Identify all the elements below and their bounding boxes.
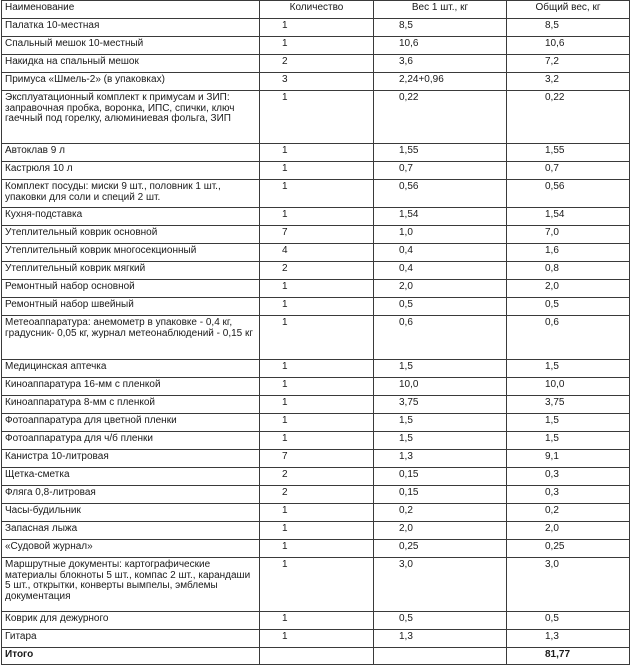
header-name: Наименование	[2, 1, 260, 19]
table-row	[2, 244, 630, 262]
quantity-cell: 7	[260, 226, 374, 244]
item-name-cell: Спальный мешок 10-местный	[2, 37, 260, 55]
total-weight-cell: 0,2	[507, 504, 630, 522]
quantity-cell: 1	[260, 612, 374, 630]
item-name-cell: Киноаппаратура 16-мм с пленкой	[2, 378, 260, 396]
quantity-cell: 2	[260, 468, 374, 486]
quantity-cell: 1	[260, 37, 374, 55]
unit-weight-cell: 1,55	[374, 144, 507, 162]
item-name-cell: Маршрутные документы: картографические материалы блокноты 5 шт., компас 2 шт., карандаши 5 шт., открытки, конверты вымпелы, эмблемы документация	[2, 558, 260, 612]
total-weight-cell: 0,22	[507, 91, 630, 144]
item-name-cell: Кастрюля 10 л	[2, 162, 260, 180]
item-name-cell: Часы-будильник	[2, 504, 260, 522]
item-name-cell: Ремонтный набор швейный	[2, 298, 260, 316]
quantity-cell: 1	[260, 180, 374, 208]
quantity-cell: 1	[260, 162, 374, 180]
item-name-cell: Щетка-сметка	[2, 468, 260, 486]
total-weight-cell: 8,5	[507, 19, 630, 37]
table-row	[2, 73, 630, 91]
table-row	[2, 208, 630, 226]
total-weight-cell: 1,54	[507, 208, 630, 226]
total-weight-cell: 0,5	[507, 612, 630, 630]
quantity-cell: 2	[260, 55, 374, 73]
total-weight-cell: 1,5	[507, 414, 630, 432]
unit-weight-cell: 0,7	[374, 162, 507, 180]
table-row	[2, 262, 630, 280]
item-name-cell: Канистра 10-литровая	[2, 450, 260, 468]
item-name-cell: Киноаппаратура 8-мм с пленкой	[2, 396, 260, 414]
unit-weight-cell: 0,5	[374, 298, 507, 316]
item-name-cell: Эксплуатационный комплект к примусам и ЗИП: заправочная пробка, воронка, ИПС, спички, ключ гаечный под горелку, алюминиевая фольга, ЗИП	[2, 91, 260, 144]
quantity-cell: 1	[260, 414, 374, 432]
quantity-cell: 4	[260, 244, 374, 262]
item-name-cell: Медицинская аптечка	[2, 360, 260, 378]
total-weight-cell: 7,0	[507, 226, 630, 244]
item-name-cell: Утеплительный коврик мягкий	[2, 262, 260, 280]
quantity-cell: 1	[260, 144, 374, 162]
total-weight-cell: 7,2	[507, 55, 630, 73]
total-weight-cell: 0,25	[507, 540, 630, 558]
table-row	[2, 558, 630, 612]
table-row	[2, 396, 630, 414]
total-row	[2, 648, 630, 665]
unit-weight-cell: 8,5	[374, 19, 507, 37]
total-weight-cell: 0,8	[507, 262, 630, 280]
total-weight-cell: 2,0	[507, 280, 630, 298]
unit-weight-cell: 1,3	[374, 630, 507, 648]
table-row	[2, 55, 630, 73]
unit-weight-cell: 2,24+0,96	[374, 73, 507, 91]
item-name-cell: Кухня-подставка	[2, 208, 260, 226]
item-name-cell: Автоклав 9 л	[2, 144, 260, 162]
table-row	[2, 360, 630, 378]
quantity-cell: 2	[260, 486, 374, 504]
table-row	[2, 522, 630, 540]
empty-cell	[374, 648, 507, 665]
table-row	[2, 450, 630, 468]
total-weight-cell: 1,5	[507, 360, 630, 378]
total-weight-cell: 1,5	[507, 432, 630, 450]
quantity-cell: 1	[260, 280, 374, 298]
unit-weight-cell: 0,5	[374, 612, 507, 630]
unit-weight-cell: 3,75	[374, 396, 507, 414]
quantity-cell: 1	[260, 298, 374, 316]
unit-weight-cell: 2,0	[374, 522, 507, 540]
item-name-cell: «Судовой журнал»	[2, 540, 260, 558]
unit-weight-cell: 2,0	[374, 280, 507, 298]
item-name-cell: Фотоаппаратура для ч/б пленки	[2, 432, 260, 450]
quantity-cell: 1	[260, 504, 374, 522]
total-weight-cell: 1,6	[507, 244, 630, 262]
unit-weight-cell: 0,4	[374, 244, 507, 262]
table-row	[2, 468, 630, 486]
table-row	[2, 91, 630, 144]
table-row	[2, 414, 630, 432]
total-weight-cell: 0,6	[507, 316, 630, 360]
quantity-cell: 1	[260, 360, 374, 378]
item-name-cell: Ремонтный набор основной	[2, 280, 260, 298]
item-name-cell: Фотоаппаратура для цветной пленки	[2, 414, 260, 432]
item-name-cell: Утеплительный коврик основной	[2, 226, 260, 244]
total-weight-cell: 2,0	[507, 522, 630, 540]
equipment-table	[1, 0, 630, 665]
table-row	[2, 144, 630, 162]
item-name-cell: Метеоаппаратура: анемометр в упаковке - 0,4 кг, градусник- 0,05 кг, журнал метеонаблюдений - 0,15 кг	[2, 316, 260, 360]
quantity-cell: 1	[260, 19, 374, 37]
unit-weight-cell: 3,6	[374, 55, 507, 73]
quantity-cell: 1	[260, 378, 374, 396]
total-weight-cell: 1,3	[507, 630, 630, 648]
unit-weight-cell: 10,0	[374, 378, 507, 396]
table-row	[2, 540, 630, 558]
quantity-cell: 2	[260, 262, 374, 280]
unit-weight-cell: 0,6	[374, 316, 507, 360]
item-name-cell: Накидка на спальный мешок	[2, 55, 260, 73]
quantity-cell: 1	[260, 432, 374, 450]
unit-weight-cell: 0,2	[374, 504, 507, 522]
total-weight-cell: 0,7	[507, 162, 630, 180]
quantity-cell: 7	[260, 450, 374, 468]
grand-total-value: 81,77	[507, 648, 630, 665]
header-unit-weight: Вес 1 шт., кг	[374, 1, 507, 19]
unit-weight-cell: 0,56	[374, 180, 507, 208]
total-weight-cell: 10,0	[507, 378, 630, 396]
quantity-cell: 1	[260, 540, 374, 558]
table-row	[2, 162, 630, 180]
total-weight-cell: 0,3	[507, 468, 630, 486]
item-name-cell: Комплект посуды: миски 9 шт., половник 1 шт., упаковки для соли и специй 2 шт.	[2, 180, 260, 208]
quantity-cell: 1	[260, 396, 374, 414]
table-row	[2, 432, 630, 450]
item-name-cell: Коврик для дежурного	[2, 612, 260, 630]
quantity-cell: 1	[260, 522, 374, 540]
table-row	[2, 378, 630, 396]
unit-weight-cell: 0,15	[374, 468, 507, 486]
unit-weight-cell: 0,22	[374, 91, 507, 144]
unit-weight-cell: 0,4	[374, 262, 507, 280]
table-row	[2, 630, 630, 648]
item-name-cell: Фляга 0,8-литровая	[2, 486, 260, 504]
header-quantity: Количество	[260, 1, 374, 19]
unit-weight-cell: 1,0	[374, 226, 507, 244]
header-total-weight: Общий вес, кг	[507, 1, 630, 19]
quantity-cell: 3	[260, 73, 374, 91]
total-weight-cell: 3,0	[507, 558, 630, 612]
table-row	[2, 37, 630, 55]
unit-weight-cell: 3,0	[374, 558, 507, 612]
item-name-cell: Гитара	[2, 630, 260, 648]
total-weight-cell: 3,75	[507, 396, 630, 414]
quantity-cell: 1	[260, 316, 374, 360]
empty-cell	[260, 648, 374, 665]
total-weight-cell: 0,56	[507, 180, 630, 208]
table-row	[2, 226, 630, 244]
unit-weight-cell: 0,25	[374, 540, 507, 558]
unit-weight-cell: 1,5	[374, 360, 507, 378]
unit-weight-cell: 1,3	[374, 450, 507, 468]
total-weight-cell: 0,3	[507, 486, 630, 504]
item-name-cell: Утеплительный коврик многосекционный	[2, 244, 260, 262]
quantity-cell: 1	[260, 558, 374, 612]
table-row	[2, 316, 630, 360]
total-label: Итого	[2, 648, 260, 665]
unit-weight-cell: 1,54	[374, 208, 507, 226]
table-row	[2, 612, 630, 630]
unit-weight-cell: 1,5	[374, 414, 507, 432]
item-name-cell: Палатка 10-местная	[2, 19, 260, 37]
table-row	[2, 280, 630, 298]
table-row	[2, 298, 630, 316]
item-name-cell: Примуса «Шмель-2» (в упаковках)	[2, 73, 260, 91]
table-row	[2, 180, 630, 208]
item-name-cell: Запасная лыжа	[2, 522, 260, 540]
table-row	[2, 486, 630, 504]
unit-weight-cell: 10,6	[374, 37, 507, 55]
table-body	[2, 19, 630, 665]
total-weight-cell: 3,2	[507, 73, 630, 91]
header-row	[2, 1, 630, 19]
quantity-cell: 1	[260, 630, 374, 648]
total-weight-cell: 10,6	[507, 37, 630, 55]
unit-weight-cell: 1,5	[374, 432, 507, 450]
total-weight-cell: 0,5	[507, 298, 630, 316]
total-weight-cell: 9,1	[507, 450, 630, 468]
table-row	[2, 19, 630, 37]
quantity-cell: 1	[260, 91, 374, 144]
table-row	[2, 504, 630, 522]
total-weight-cell: 1,55	[507, 144, 630, 162]
quantity-cell: 1	[260, 208, 374, 226]
unit-weight-cell: 0,15	[374, 486, 507, 504]
